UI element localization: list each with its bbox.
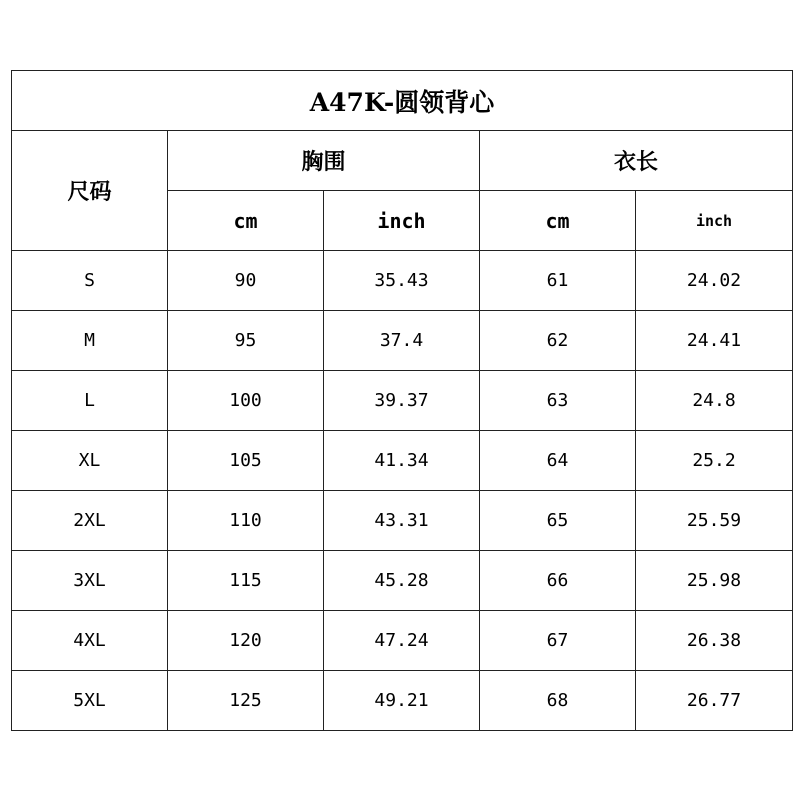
chest-header: 胸围	[168, 131, 480, 191]
size-header: 尺码	[12, 131, 168, 251]
size-cell: S	[12, 251, 168, 311]
length-cm-cell: 61	[480, 251, 636, 311]
length-cm-cell: 66	[480, 551, 636, 611]
length-inch-cell: 25.98	[636, 551, 793, 611]
table-row	[12, 671, 793, 731]
chest-inch-cell: 39.37	[324, 371, 480, 431]
chest-cm-cell: 90	[168, 251, 324, 311]
chest-inch-cell: 41.34	[324, 431, 480, 491]
size-cell: XL	[12, 431, 168, 491]
size-cell: 5XL	[12, 671, 168, 731]
length-header: 衣长	[480, 131, 793, 191]
chest-cm-cell: 100	[168, 371, 324, 431]
title-row	[12, 71, 793, 131]
length-cm-unit: cm	[480, 191, 636, 251]
size-cell: 2XL	[12, 491, 168, 551]
length-inch-cell: 24.02	[636, 251, 793, 311]
table-row	[12, 551, 793, 611]
table-row	[12, 431, 793, 491]
chest-inch-unit: inch	[324, 191, 480, 251]
length-cm-cell: 64	[480, 431, 636, 491]
length-inch-cell: 24.8	[636, 371, 793, 431]
chest-inch-cell: 49.21	[324, 671, 480, 731]
chest-cm-unit: cm	[168, 191, 324, 251]
chest-inch-cell: 43.31	[324, 491, 480, 551]
chest-inch-cell: 37.4	[324, 311, 480, 371]
length-cm-cell: 65	[480, 491, 636, 551]
length-inch-cell: 25.59	[636, 491, 793, 551]
length-cm-cell: 68	[480, 671, 636, 731]
size-cell: L	[12, 371, 168, 431]
chest-inch-cell: 45.28	[324, 551, 480, 611]
chest-cm-cell: 125	[168, 671, 324, 731]
table-row	[12, 371, 793, 431]
chest-cm-cell: 110	[168, 491, 324, 551]
table-row	[12, 311, 793, 371]
table-row	[12, 251, 793, 311]
chest-cm-cell: 95	[168, 311, 324, 371]
chest-cm-cell: 105	[168, 431, 324, 491]
chest-inch-cell: 47.24	[324, 611, 480, 671]
size-cell: 3XL	[12, 551, 168, 611]
chest-cm-cell: 120	[168, 611, 324, 671]
length-cm-cell: 67	[480, 611, 636, 671]
size-chart-body	[12, 71, 793, 731]
length-cm-cell: 63	[480, 371, 636, 431]
length-cm-cell: 62	[480, 311, 636, 371]
chest-cm-cell: 115	[168, 551, 324, 611]
chest-inch-cell: 35.43	[324, 251, 480, 311]
size-cell: 4XL	[12, 611, 168, 671]
length-inch-cell: 26.77	[636, 671, 793, 731]
length-inch-cell: 25.2	[636, 431, 793, 491]
header-row	[12, 131, 793, 191]
length-inch-unit: inch	[636, 191, 793, 251]
table-row	[12, 611, 793, 671]
size-cell: M	[12, 311, 168, 371]
length-inch-cell: 24.41	[636, 311, 793, 371]
table-row	[12, 491, 793, 551]
length-inch-cell: 26.38	[636, 611, 793, 671]
size-chart-table	[11, 70, 793, 731]
table-title: A47K-圆领背心	[12, 71, 793, 131]
